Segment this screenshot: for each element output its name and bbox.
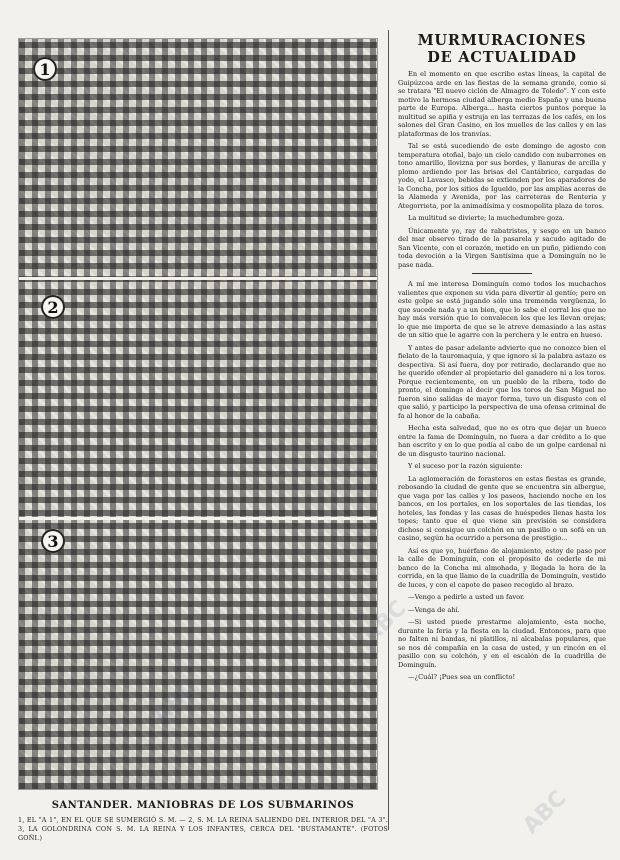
photo-number-2: 2 [41, 295, 65, 319]
article-paragraph: La aglomeración de forasteros en estas fiestas es grande, rebosando la ciudad de gente que se encuentra sin albergue, que vaga por las calles y los paseos, haciendo noche en los bancos, en los portales, en los soportales de las tiendas, los hoteles, las fondas y las casas de huéspedes llenas hasta los topes; tanto que el que viene sin previsión se considera dichoso si consigue un colchón en un pasillo o un sofá en un casino, según ha ocurrido a persona de prestigio... [398, 474, 606, 542]
article-paragraph: Únicamente yo, ray de rabatristes, y sesgo en un banco del mar observo tirado de la pasarela y sacudo agitado de San Vicente, con el corazón, metido en un puño, pidiendo con toda devoción a la Virgen Santísima que a Dominguín no le pase nada. [398, 226, 606, 269]
section-separator [472, 273, 532, 274]
photo-number-3: 3 [41, 529, 65, 553]
watermark: ABC [358, 596, 412, 649]
article-paragraph: A mí me interesa Dominguín como todos los muchachos valientes que exponen su vida para divertir al gentío; pero en este golpe se está jugando sólo una tremenda vergüenza, lo que sucede nada y a un bien, que lo sabe el corral los que no hay más versión que lo convalecen los que les llevan orejas; lo que me importa de que se le atreve demasiado a las astas de un sitio que le agarre con la perchera y le entra en hueso. [398, 280, 606, 339]
photo-number-1: 1 [33, 57, 57, 81]
article-paragraph: —Venga de ahí. [408, 605, 460, 614]
photo-collage [18, 38, 378, 790]
article-paragraph: La multitud se divierte; la muchedumbre goza. [408, 214, 565, 222]
article-paragraph: Hecha esta salvedad, que no es otra que dejar un hueco entre la fama de Dominguín, no fuera a dar crédito a lo que han escrito y en lo que podía al cabo de un golpe cardenal ni de un disgusto taurino nacional. [398, 424, 606, 458]
column-rule [388, 30, 389, 830]
article-paragraph: —¿Cuál? ¡Pues sea un conflicto! [408, 673, 516, 681]
article-paragraph: Y el suceso por la razón siguiente: [408, 462, 523, 470]
watermark: ABC [148, 676, 202, 729]
article-column [398, 32, 606, 686]
article-paragraph: En el momento en que escribo estas líneas, la capital de Guipúzcoa arde en las fiestas de la semana grande, como si se tratara "El nuevo ciclón de Almagro de Toledo". Y con este motivo la hermosa ciudad alberga medio España y una buena parte de Europa. Alberga... hasta ciertos puntos porque la multitud se apiña y estruja en las terrazas de los cafés, en los salones del Gran Casino, en los muelles de las calles y en las plataformas de los tranvías. [398, 70, 606, 138]
article-paragraph: —Vengo a pedirle a usted un favor. [408, 593, 525, 601]
watermark: ABC [518, 786, 572, 839]
caption-title: SANTANDER. MANIOBRAS DE LOS SUBMARINOS [51, 800, 355, 811]
headline-line-2: DE ACTUALIDAD [427, 49, 577, 66]
article-paragraph: Tal se está sucediendo de este domingo de agosto con temperatura otoñal, bajo un cielo candido con nubarrones en tono amarillo, llovizna por sus bordes, y llanuras de arcilla y plomo ardiendo por las brisas del Cantábrico, cargadas de yodo, el Lavasco, bebidas se extienden por los aparadores de la Concha, por los sitios de Igueldo, por las amplias aceras de la Alameda y Avenida, por las carreteras de Renteria y Ategorrieta, por la animadísima y cosmopolita plaza de toros. [398, 142, 606, 210]
photo-divider [19, 277, 377, 280]
headline-line-1: MURMURACIONES [417, 32, 587, 49]
photo-divider [19, 517, 377, 520]
caption-text: 1, EL "A 1", EN EL QUE SE SUMERGIÓ S. M. — 2, S. M. LA REINA SALIENDO DEL INTERIOR DEL "A 3". 3, LA GOLONDRINA CON S. M. LA REINA Y LOS INFANTES, CERCA DEL "BUSTAMANTE". (FOTOS GOÑI.) [18, 816, 388, 842]
article-paragraph: —Si usted puede prestarme alojamiento, esta noche, durante la feria y la fiesta en la ciudad. Entonces, para que no falten ni bandas, ni platillos, ni alcabalas populares, que se nos dé compañía en la casa de usted, y un rincón en el pasillo con su colchón, y en el escalón de la cuadrilla de Dominguín. [398, 618, 606, 669]
article-paragraph: Así es que yo, huérfano de alojamiento, estoy de paso por la calle de Dominguín, con el propósito de cederle de mi banco de la Concha mi almohada, y llegada la hora de la corrida, en la que llamo de la cuadrilla de Dominguín, vestido de luces, y con el capote de paseo recogido al brazo. [398, 546, 606, 589]
article-paragraph: Y antes de pasar adelante advierto que no conozco bien el fielato de la tauromaquia, y que ignoro si la palabra astazo es despectiva. Si así fuera, doy por retirado, declarando que no he querido ofender al propietario del ganadero ni a los toros. Porque recientemente, en un pueblo de la ribera, todo de pronto, el domingo al decir que los toros de San Miguel no fueron sino salidas de mayor forma, tuvo un disgusto con el que salió, y participo la perspectiva de una ofensa criminal de fa al honor de la cabaña. [398, 343, 606, 420]
article-headline [398, 32, 606, 66]
